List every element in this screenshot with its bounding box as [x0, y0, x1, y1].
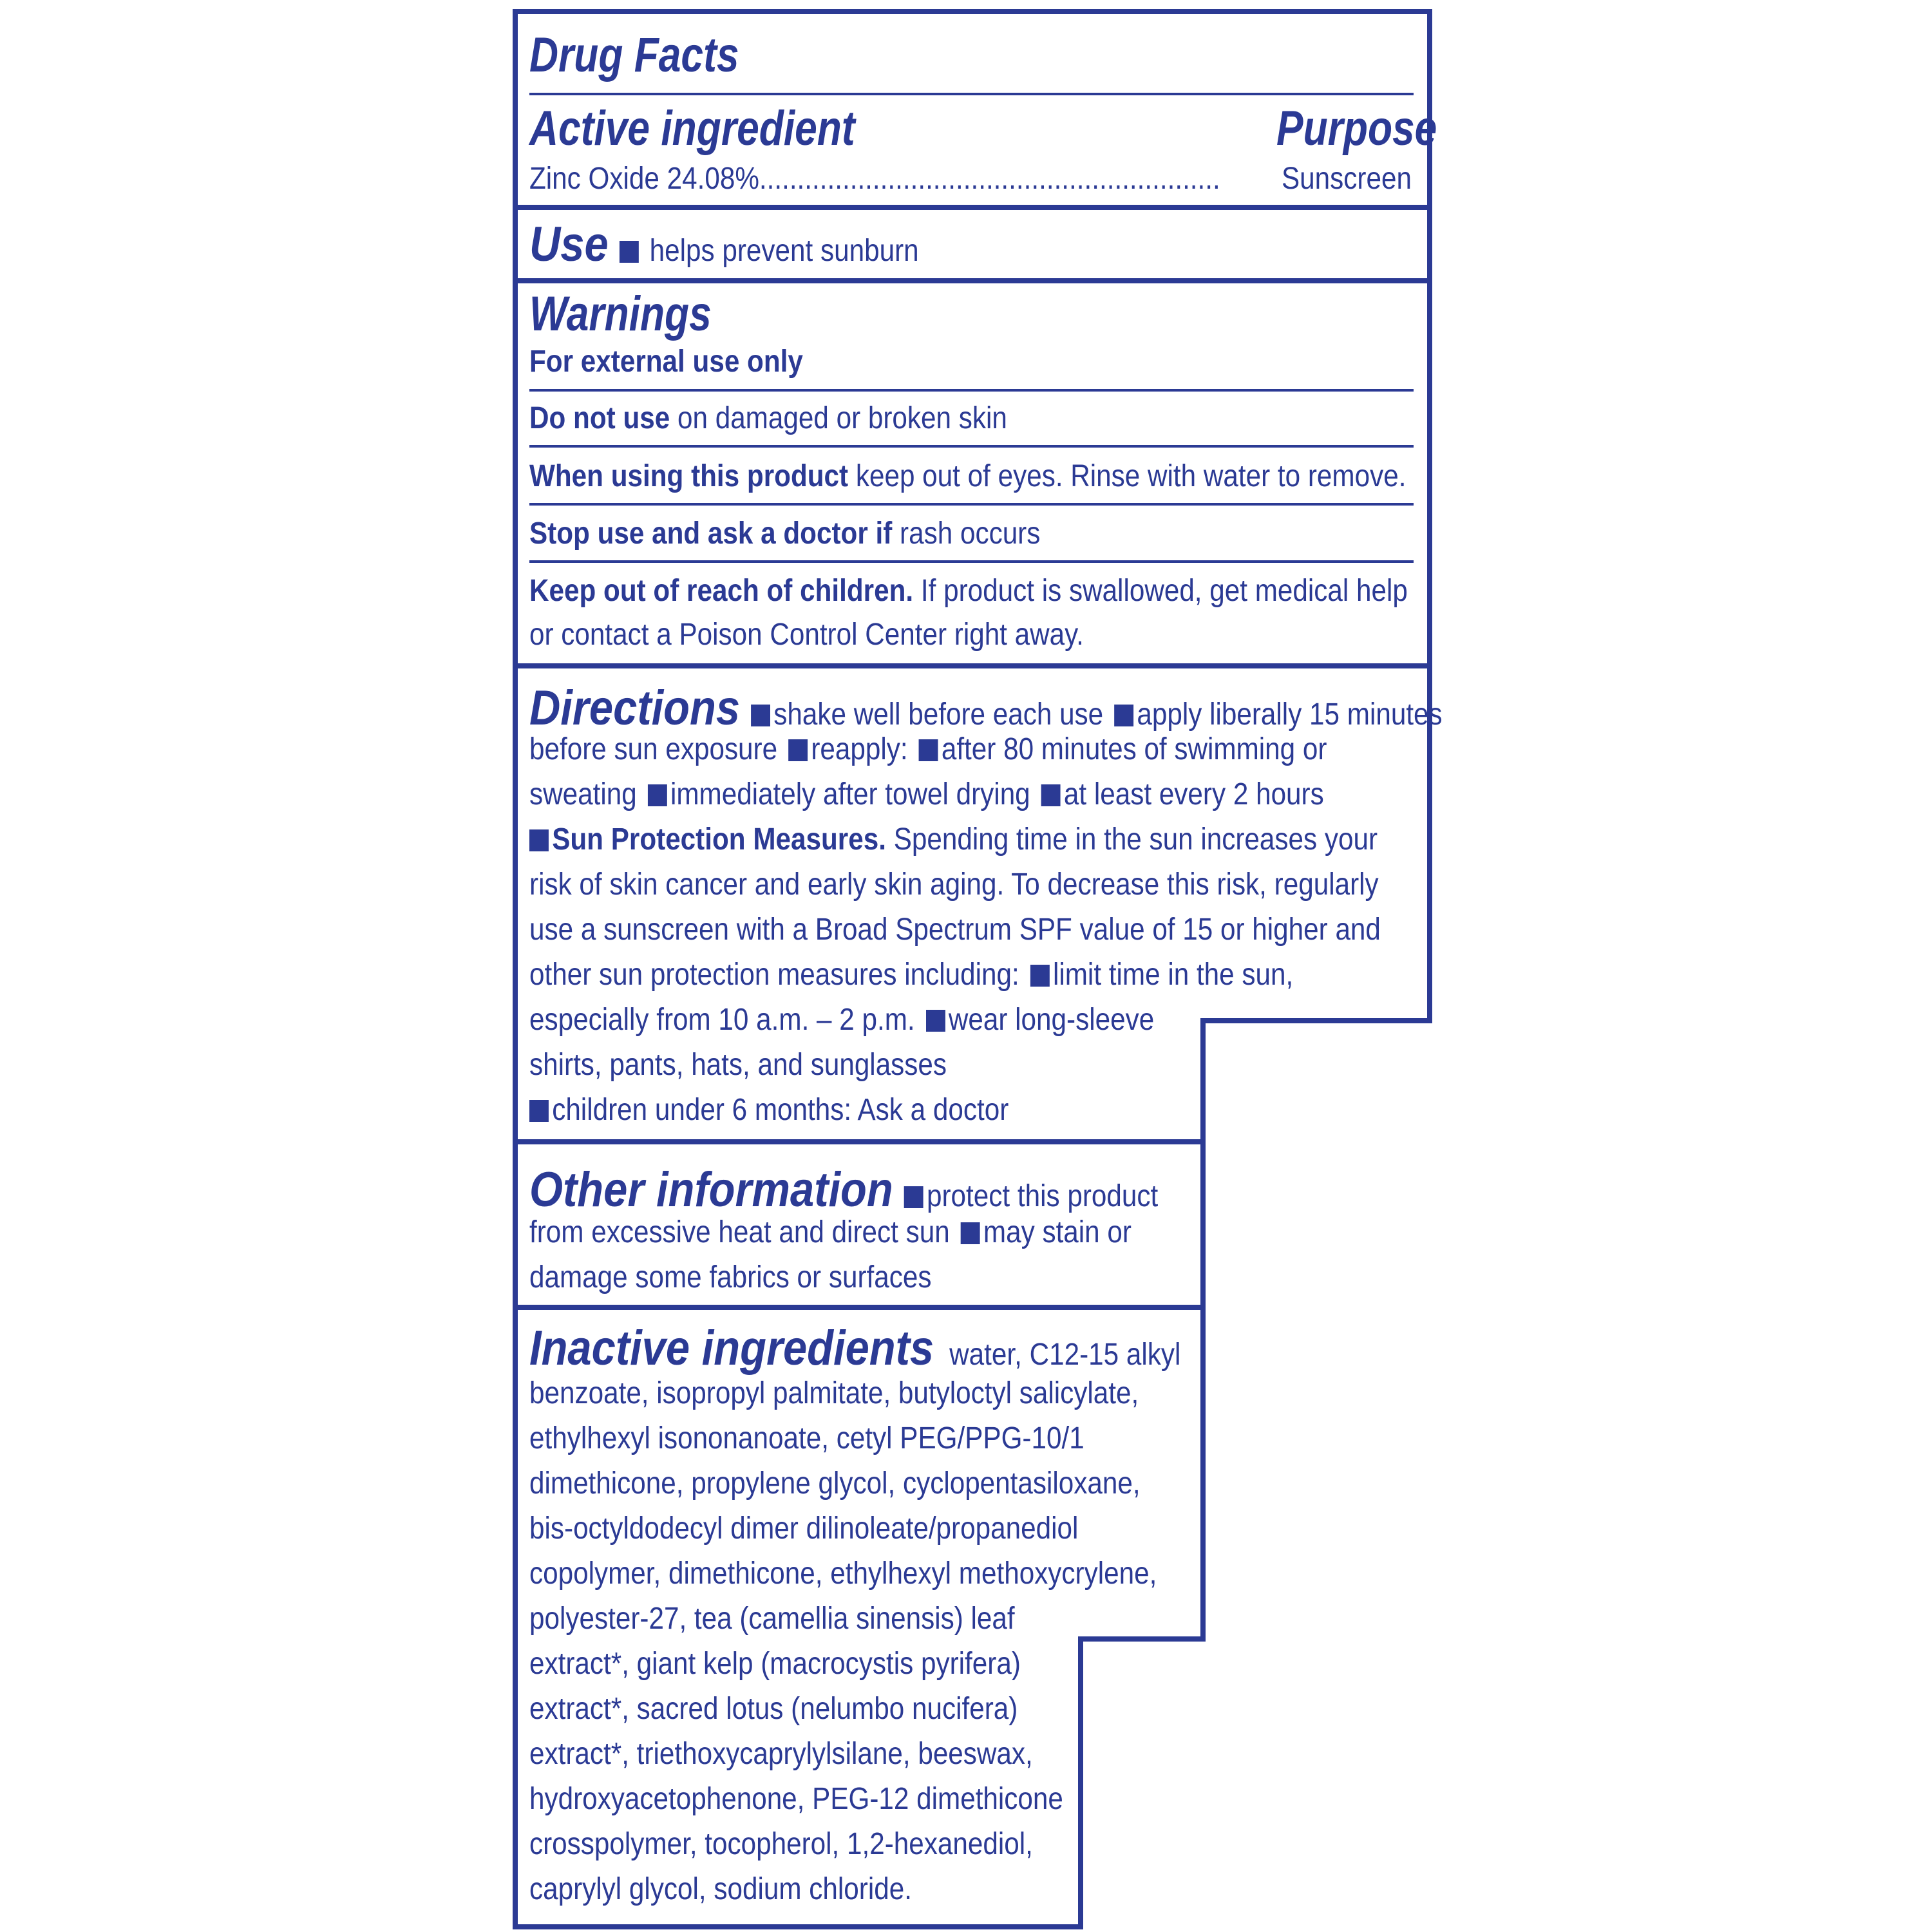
inactive-line-6: copolymer, dimethicone, ethylhexyl methoxycrylene, — [529, 1557, 1157, 1591]
other-info-item: protect this product — [926, 1179, 1159, 1213]
direction-item: apply liberally 15 minutes — [1137, 697, 1443, 732]
inactive-line-7: polyester-27, tea (camellia sinensis) leaf — [529, 1602, 1015, 1636]
bullet-square-icon — [961, 1222, 980, 1244]
inactive-line-10: extract*, triethoxycaprylylsilane, beeswax, — [529, 1737, 1033, 1771]
when-using-text: keep out of eyes. Rinse with water to remove. — [855, 459, 1406, 493]
use-line — [529, 218, 919, 272]
stop-use-label: Stop use and ask a doctor if — [529, 516, 893, 551]
do-not-use-text: on damaged or broken skin — [677, 401, 1007, 435]
sun-protection-line-4 — [529, 957, 1293, 993]
sun-protection-text: wear long-sleeve — [948, 1003, 1155, 1037]
sun-protection-label: Sun Protection Measures. — [552, 822, 886, 857]
purpose-heading: Purpose — [1276, 101, 1437, 156]
sun-protection-line-3: use a sunscreen with a Broad Spectrum SPF value of 15 or higher and — [529, 913, 1381, 947]
external-use-only: For external use only — [529, 345, 803, 379]
do-not-use-line — [529, 401, 1007, 437]
inactive-line-11: hydroxyacetophenone, PEG-12 dimethicone — [529, 1782, 1063, 1816]
active-ingredient-heading: Active ingredient — [529, 101, 855, 156]
inactive-line-12: crosspolymer, tocopherol, 1,2-hexanediol, — [529, 1827, 1033, 1861]
bullet-square-icon — [919, 739, 938, 761]
direction-item: at least every 2 hours — [1063, 777, 1324, 811]
inactive-line-5: bis-octyldodecyl dimer dilinoleate/propanediol — [529, 1511, 1079, 1546]
bullet-square-icon — [529, 1100, 549, 1122]
active-ingredient-name: Zinc Oxide 24.08% — [529, 162, 759, 196]
sun-protection-line-5 — [529, 1002, 1154, 1038]
inactive-line-4: dimethicone, propylene glycol, cyclopentasiloxane, — [529, 1466, 1141, 1501]
directions-line-3 — [529, 777, 1324, 813]
bullet-square-icon — [1041, 784, 1061, 806]
directions-line-1 — [529, 681, 1443, 735]
inactive-heading: Inactive ingredients — [529, 1321, 934, 1376]
stop-use-line — [529, 516, 1040, 552]
direction-item: sweating — [529, 777, 637, 811]
sun-protection-text: other sun protection measures including: — [529, 958, 1019, 992]
other-info-item: from excessive heat and direct sun — [529, 1215, 950, 1249]
inactive-line-2: benzoate, isopropyl palmitate, butyloctyl salicylate, — [529, 1376, 1139, 1410]
use-heading: Use — [529, 217, 609, 272]
directions-heading: Directions — [529, 681, 741, 735]
other-info-line-3: damage some fabrics or surfaces — [529, 1260, 932, 1294]
children-direction: children under 6 months: Ask a doctor — [552, 1093, 1009, 1127]
keep-out-line-2: or contact a Poison Control Center right away. — [529, 618, 1084, 652]
sun-protection-line-1 — [529, 822, 1378, 858]
keep-out-line-1 — [529, 573, 1408, 609]
inactive-line-1 — [529, 1321, 1180, 1376]
active-ingredient-line — [529, 161, 1220, 197]
inactive-line-3: ethylhexyl isononanoate, cetyl PEG/PPG-10/1 — [529, 1421, 1084, 1455]
other-info-line-2 — [529, 1215, 1132, 1251]
direction-item: before sun exposure — [529, 732, 778, 766]
directions-line-2 — [529, 732, 1327, 768]
bullet-square-icon — [620, 241, 639, 263]
bullet-square-icon — [648, 784, 667, 806]
other-info-heading: Other information — [529, 1162, 893, 1217]
bullet-square-icon — [751, 705, 770, 726]
inactive-text: water, C12-15 alkyl — [949, 1338, 1181, 1372]
sun-protection-line-6: shirts, pants, hats, and sunglasses — [529, 1048, 947, 1082]
inactive-line-13: caprylyl glycol, sodium chloride. — [529, 1872, 912, 1906]
sun-protection-text: especially from 10 a.m. – 2 p.m. — [529, 1003, 915, 1037]
sun-protection-text: limit time in the sun, — [1052, 958, 1294, 992]
direction-item: reapply: — [811, 732, 908, 766]
leader-dots: ............................................................. — [759, 162, 1220, 196]
direction-item: shake well before each use — [773, 697, 1104, 732]
other-info-line-1 — [529, 1163, 1158, 1217]
bullet-square-icon — [904, 1186, 923, 1208]
do-not-use-label: Do not use — [529, 401, 670, 435]
bullet-square-icon — [926, 1010, 945, 1032]
when-using-line — [529, 459, 1406, 495]
children-direction-line — [529, 1092, 1009, 1128]
inactive-line-9: extract*, sacred lotus (nelumbo nucifera) — [529, 1692, 1018, 1726]
other-info-item: may stain or — [983, 1215, 1132, 1249]
keep-out-label: Keep out of reach of children. — [529, 574, 914, 608]
bullet-square-icon — [529, 829, 549, 851]
when-using-label: When using this product — [529, 459, 849, 493]
use-item: helps prevent sunburn — [649, 234, 919, 268]
purpose-value: Sunscreen — [1282, 162, 1412, 196]
bullet-square-icon — [1114, 705, 1133, 726]
bullet-square-icon — [788, 739, 808, 761]
direction-item: immediately after towel drying — [670, 777, 1030, 811]
drug-facts-title: Drug Facts — [529, 28, 739, 82]
inactive-line-8: extract*, giant kelp (macrocystis pyrifera) — [529, 1647, 1021, 1681]
keep-out-text-1: If product is swallowed, get medical help — [920, 574, 1408, 608]
bullet-square-icon — [1030, 965, 1050, 987]
direction-item: after 80 minutes of swimming or — [941, 732, 1327, 766]
sun-protection-text: Spending time in the sun increases your — [893, 822, 1378, 857]
sun-protection-line-2: risk of skin cancer and early skin aging. To decrease this risk, regularly — [529, 867, 1379, 902]
warnings-heading: Warnings — [529, 287, 712, 341]
stop-use-text: rash occurs — [900, 516, 1041, 551]
